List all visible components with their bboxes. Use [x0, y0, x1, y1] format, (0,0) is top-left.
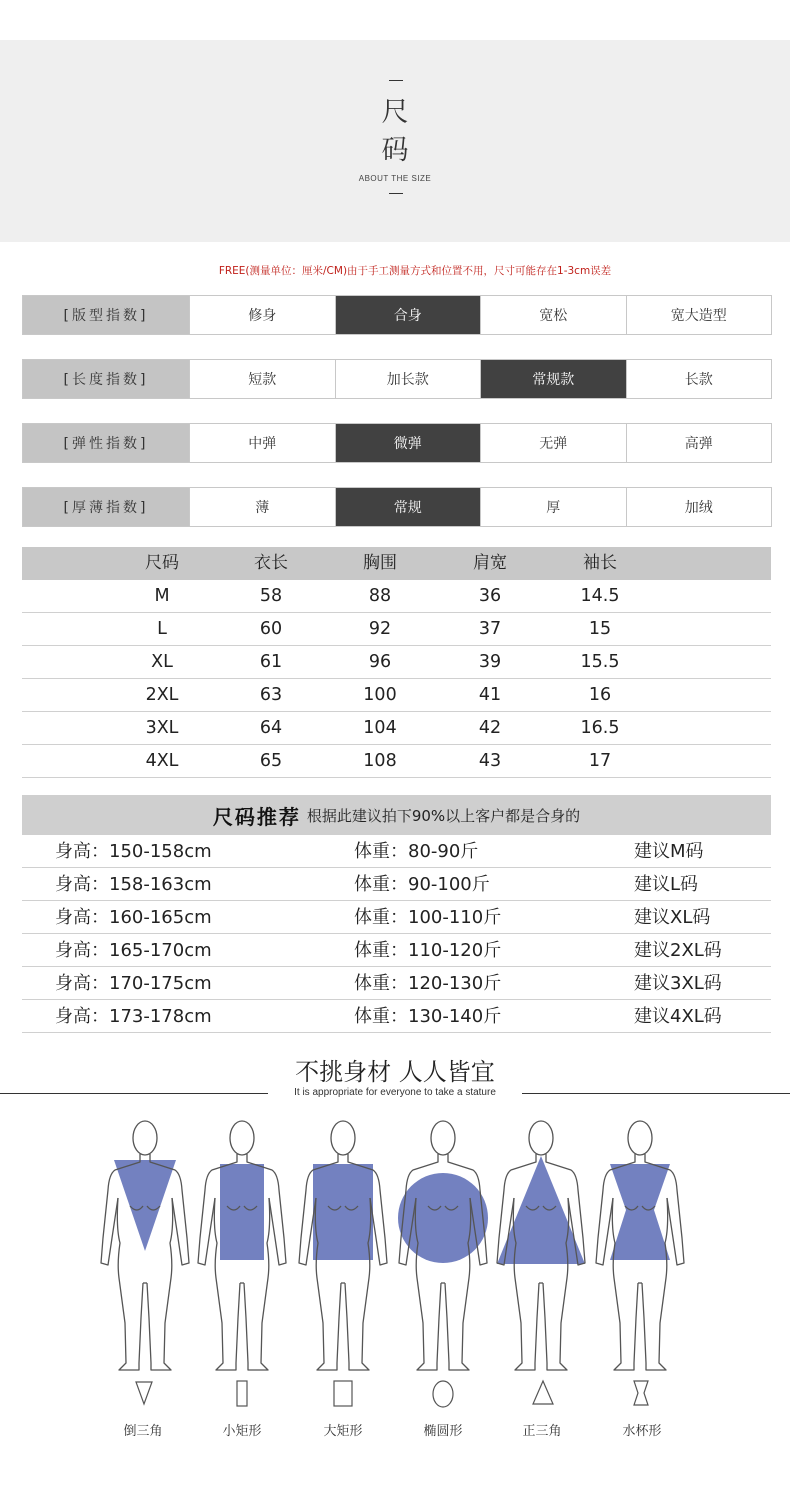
column-header: 衣长 — [254, 553, 288, 573]
suggested-size-cell: 建议4XL码 — [634, 1006, 722, 1027]
table-cell: 41 — [478, 685, 502, 705]
table-cell: 65 — [259, 751, 283, 771]
index-option: 加长款 — [335, 360, 481, 398]
column-header: 袖长 — [583, 553, 617, 573]
index-option: 常规 — [335, 488, 481, 526]
header-bottom-dash — [389, 193, 403, 194]
suggested-size-cell: 建议XL码 — [634, 907, 711, 928]
recommend-header — [22, 795, 771, 835]
table-cell: 42 — [478, 718, 502, 738]
height-cell: 身高：150-158cm — [55, 841, 212, 862]
table-row — [22, 613, 771, 646]
index-label: [长度指数] — [23, 360, 189, 398]
large-rectangle-figure — [299, 1121, 387, 1370]
table-cell: 88 — [368, 586, 392, 606]
index-option: 中弹 — [189, 424, 335, 462]
table-cell: XL — [151, 652, 173, 672]
index-option: 宽大造型 — [626, 296, 772, 334]
table-cell: 37 — [478, 619, 502, 639]
recommend-table — [22, 835, 771, 1033]
large-rectangle-icon — [334, 1381, 352, 1406]
table-cell: 92 — [368, 619, 392, 639]
body-types-title: 不挑身材 人人皆宜 — [295, 1058, 495, 1086]
table-cell: 16.5 — [580, 718, 620, 738]
index-row-thickness — [22, 487, 772, 527]
triangle-figure — [497, 1121, 585, 1370]
table-row — [22, 712, 771, 745]
table-cell: 43 — [478, 751, 502, 771]
table-cell: L — [157, 619, 167, 639]
table-row — [22, 967, 771, 1000]
height-cell: 身高：160-165cm — [55, 907, 212, 928]
index-option: 长款 — [626, 360, 772, 398]
index-option: 宽松 — [480, 296, 626, 334]
weight-cell: 体重：100-110斤 — [354, 907, 502, 928]
table-cell: M — [154, 586, 170, 606]
table-cell: 17 — [588, 751, 612, 771]
table-row — [22, 934, 771, 967]
table-cell: 108 — [363, 751, 397, 771]
height-cell: 身高：173-178cm — [55, 1006, 212, 1027]
table-cell: 36 — [478, 586, 502, 606]
suggested-size-cell: 建议M码 — [634, 841, 704, 862]
body-types-subtitle: It is appropriate for everyone to take a stature — [294, 1087, 496, 1098]
table-cell: 63 — [259, 685, 283, 705]
weight-cell: 体重：80-90斤 — [354, 841, 479, 862]
size-table-header — [22, 547, 771, 580]
column-header: 胸围 — [363, 553, 397, 573]
body-type-label: 水杯形 — [622, 1424, 662, 1439]
inverted-triangle-icon — [136, 1382, 152, 1404]
table-cell: 16 — [588, 685, 612, 705]
shape-icons — [0, 1378, 790, 1410]
header-title-char-2: 码 — [381, 135, 409, 166]
table-cell: 15 — [588, 619, 612, 639]
table-row — [22, 580, 771, 613]
table-row — [22, 679, 771, 712]
height-cell: 身高：170-175cm — [55, 973, 212, 994]
hourglass-icon — [634, 1381, 648, 1405]
small-rectangle-icon — [237, 1381, 247, 1406]
ellipse-icon — [433, 1381, 453, 1407]
index-label: [厚薄指数] — [23, 488, 189, 526]
table-cell: 100 — [363, 685, 397, 705]
small-rectangle-figure — [198, 1121, 286, 1370]
column-header: 肩宽 — [473, 553, 507, 573]
recommend-subtitle: 根据此建议拍下90%以上客户都是合身的 — [306, 806, 581, 825]
header-subtitle: ABOUT THE SIZE — [358, 174, 432, 183]
index-option: 短款 — [189, 360, 335, 398]
body-type-label: 大矩形 — [323, 1424, 363, 1439]
hourglass-figure — [596, 1121, 684, 1370]
table-cell: 39 — [478, 652, 502, 672]
table-cell: 15.5 — [580, 652, 620, 672]
index-option: 修身 — [189, 296, 335, 334]
index-option: 薄 — [189, 488, 335, 526]
suggested-size-cell: 建议L码 — [634, 874, 699, 895]
table-cell: 60 — [259, 619, 283, 639]
index-option: 微弹 — [335, 424, 481, 462]
body-type-label: 倒三角 — [123, 1424, 163, 1439]
size-table — [22, 547, 771, 778]
index-option: 加绒 — [626, 488, 772, 526]
height-cell: 身高：158-163cm — [55, 874, 212, 895]
body-type-label: 椭圆形 — [423, 1424, 463, 1439]
table-cell: 2XL — [145, 685, 179, 705]
index-option: 常规款 — [480, 360, 626, 398]
table-cell: 3XL — [145, 718, 179, 738]
suggested-size-cell: 建议2XL码 — [634, 940, 722, 961]
table-cell: 58 — [259, 586, 283, 606]
table-row — [22, 745, 771, 778]
height-cell: 身高：165-170cm — [55, 940, 212, 961]
table-row — [22, 646, 771, 679]
table-row — [22, 868, 771, 901]
table-cell: 4XL — [145, 751, 179, 771]
measurement-note: FREE(测量单位：厘米/CM)由于手工测量方式和位置不用，尺寸可能存在1-3cm误差 — [218, 265, 612, 277]
inverted-triangle-figure — [101, 1121, 189, 1370]
weight-cell: 体重：120-130斤 — [354, 973, 502, 994]
body-type-label: 小矩形 — [222, 1424, 262, 1439]
weight-cell: 体重：110-120斤 — [354, 940, 502, 961]
ellipse-figure — [398, 1121, 488, 1370]
recommend-title: 尺码推荐 — [212, 804, 301, 829]
index-option: 合身 — [335, 296, 481, 334]
suggested-size-cell: 建议3XL码 — [634, 973, 722, 994]
body-figures — [0, 1110, 790, 1380]
triangle-icon — [533, 1381, 553, 1404]
table-cell: 61 — [259, 652, 283, 672]
weight-cell: 体重：90-100斤 — [354, 874, 490, 895]
index-option: 无弹 — [480, 424, 626, 462]
table-cell: 96 — [368, 652, 392, 672]
index-label: [弹性指数] — [23, 424, 189, 462]
header-top-dash — [389, 80, 403, 81]
index-option: 高弹 — [626, 424, 772, 462]
index-row-elasticity — [22, 423, 772, 463]
weight-cell: 体重：130-140斤 — [354, 1006, 502, 1027]
header-title-char-1: 尺 — [381, 97, 409, 128]
table-cell: 64 — [259, 718, 283, 738]
table-row — [22, 1000, 771, 1033]
column-header: 尺码 — [145, 553, 179, 573]
index-row-length — [22, 359, 772, 399]
table-cell: 104 — [363, 718, 397, 738]
index-label: [版型指数] — [23, 296, 189, 334]
body-type-label: 正三角 — [522, 1424, 562, 1439]
table-row — [22, 901, 771, 934]
table-cell: 14.5 — [580, 586, 620, 606]
index-row-fit — [22, 295, 772, 335]
table-row — [22, 835, 771, 868]
index-option: 厚 — [480, 488, 626, 526]
